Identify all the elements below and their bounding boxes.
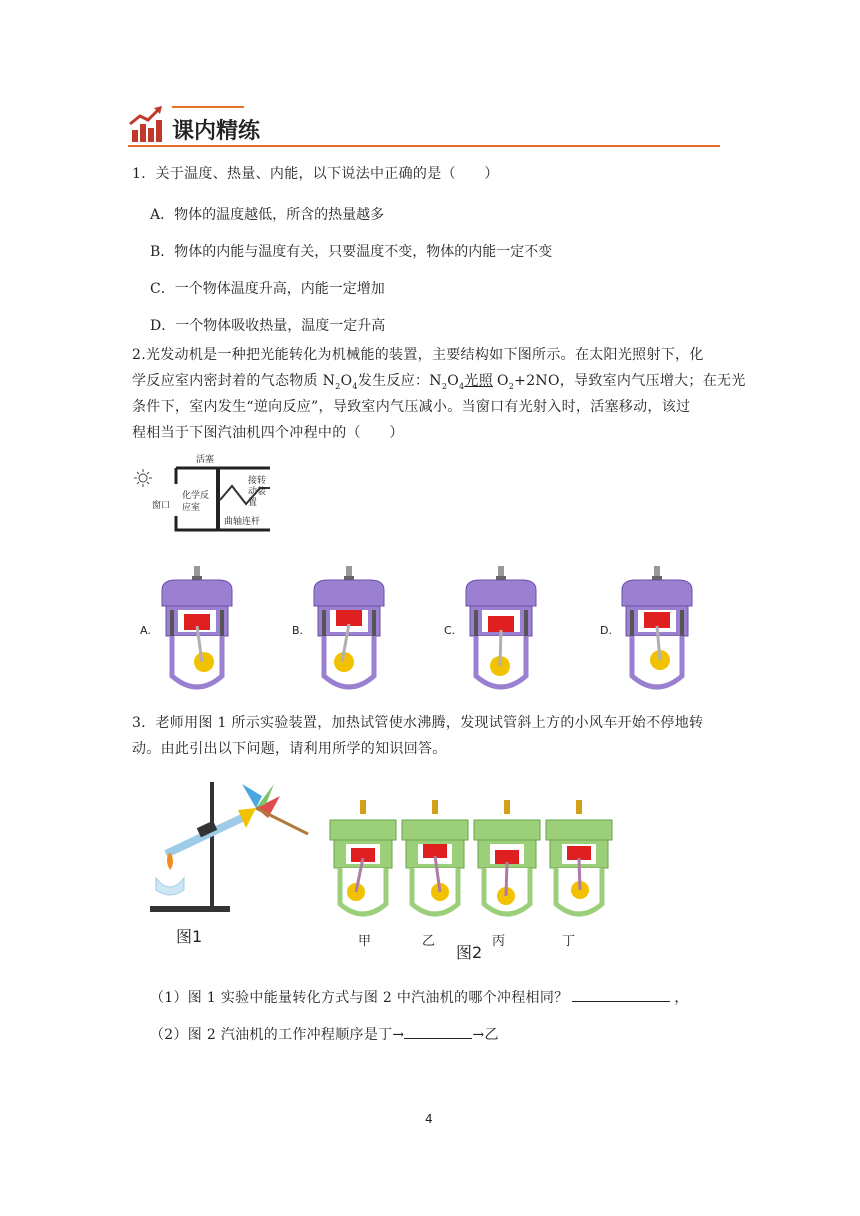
q3-answer-blank-2[interactable] [404,1024,472,1039]
engine-icon-c [460,566,542,696]
engine-icon-bing [470,800,544,924]
engine-icon-jia [326,800,400,924]
light-engine-diagram [132,452,272,538]
engine-label-ding: 丁 [562,934,576,949]
q1-option-b: B．物体的内能与温度有关，只要温度不变，物体的内能一定不变 [150,244,553,260]
q3-line-2: 动。由此引出以下问题，请利用所学的知识回答。 [132,741,447,757]
engine-icon-a [156,566,238,696]
q2-option-d-label: D. [600,624,612,637]
q2-line-1: 2.光发动机是一种把光能转化为机械能的装置，主要结构如下图所示。在太阳光照射下，化 [132,347,704,363]
pinwheel-icon [238,784,308,834]
q2-line-2a: 学反应室内密封着的气态物质 N [132,373,336,389]
header-top-line [172,106,244,108]
q1-option-c: C．一个物体温度升高，内能一定增加 [150,281,385,297]
engine-label-yi: 乙 [422,934,436,949]
figure-2-engines [326,800,616,964]
q1-option-a: A．物体的温度越低，所含的热量越多 [150,207,385,223]
sun-icon [134,469,152,487]
figure-1-label: 图1 [176,927,203,946]
q2-line-2d: +2NO，导致室内气压增大；在无光 [514,373,746,389]
section-header [128,106,720,150]
engine-label-bing: 丙 [492,934,506,949]
engine-icon-yi [398,800,472,924]
q3-sub-2 [150,1022,499,1048]
q3-sub-2-end: →乙 [472,1027,499,1043]
q2-light-condition: 光照 [464,373,493,389]
figure-1-apparatus [146,778,316,954]
engine-icon-b [308,566,390,696]
q2-line-4: 程相当于下图汽油机四个冲程中的（ ） [132,425,404,441]
q2-option-b-label: B. [292,624,304,637]
q3-sub-1-text: （1）图 1 实验中能量转化方式与图 2 中汽油机的哪个冲程相同？ [150,990,569,1006]
q1-option-d: D．一个物体吸收热量，温度一定升高 [150,318,386,334]
q2-line-2: 学反应室内密封着的气态物质 $N_2O_4$发生反应：$N_2O_4$光照 $O_2+2NO$，导致室内气压增大；在无光 [132,373,746,391]
page-number: 4 [425,1112,433,1126]
engine-icon-ding [542,800,616,924]
label-crank-rod: 曲轴连杆 [224,517,261,527]
figure-2-label: 图2 [456,943,483,962]
bar-chart-arrow-icon [128,106,164,144]
label-window: 窗口 [152,501,171,511]
header-underline [128,145,720,147]
q1-stem: 1．关于温度、热量、内能，以下说法中正确的是（ ） [132,166,499,182]
q3-sub-1-end: ， [674,990,689,1006]
q2-line-2b: 发生反应：N [357,373,442,389]
q3-sub-2-text: （2）图 2 汽油机的工作冲程顺序是丁→ [150,1027,405,1043]
q2-line-3: 条件下，室内发生“逆向反应”，导致室内气压减小。当窗口有光射入时，活塞移动，该过 [132,399,691,415]
q3-sub-1 [150,985,689,1011]
q2-option-c-label: C. [444,624,456,637]
engine-icon-d [616,566,698,696]
q2-engine-options [140,566,760,696]
label-piston: 活塞 [196,455,215,465]
q2-option-a-label: A. [140,624,151,637]
label-chamber: 化学反应室 [182,491,210,513]
q3-answer-blank-1[interactable] [572,987,670,1002]
engine-label-jia: 甲 [358,934,372,949]
label-connect-device: 接转动装置 [248,476,267,508]
section-title: 课内精练 [172,119,261,144]
q3-line-1: 3．老师用图 1 所示实验装置，加热试管使水沸腾，发现试管斜上方的小风车开始不停地转 [132,715,704,731]
